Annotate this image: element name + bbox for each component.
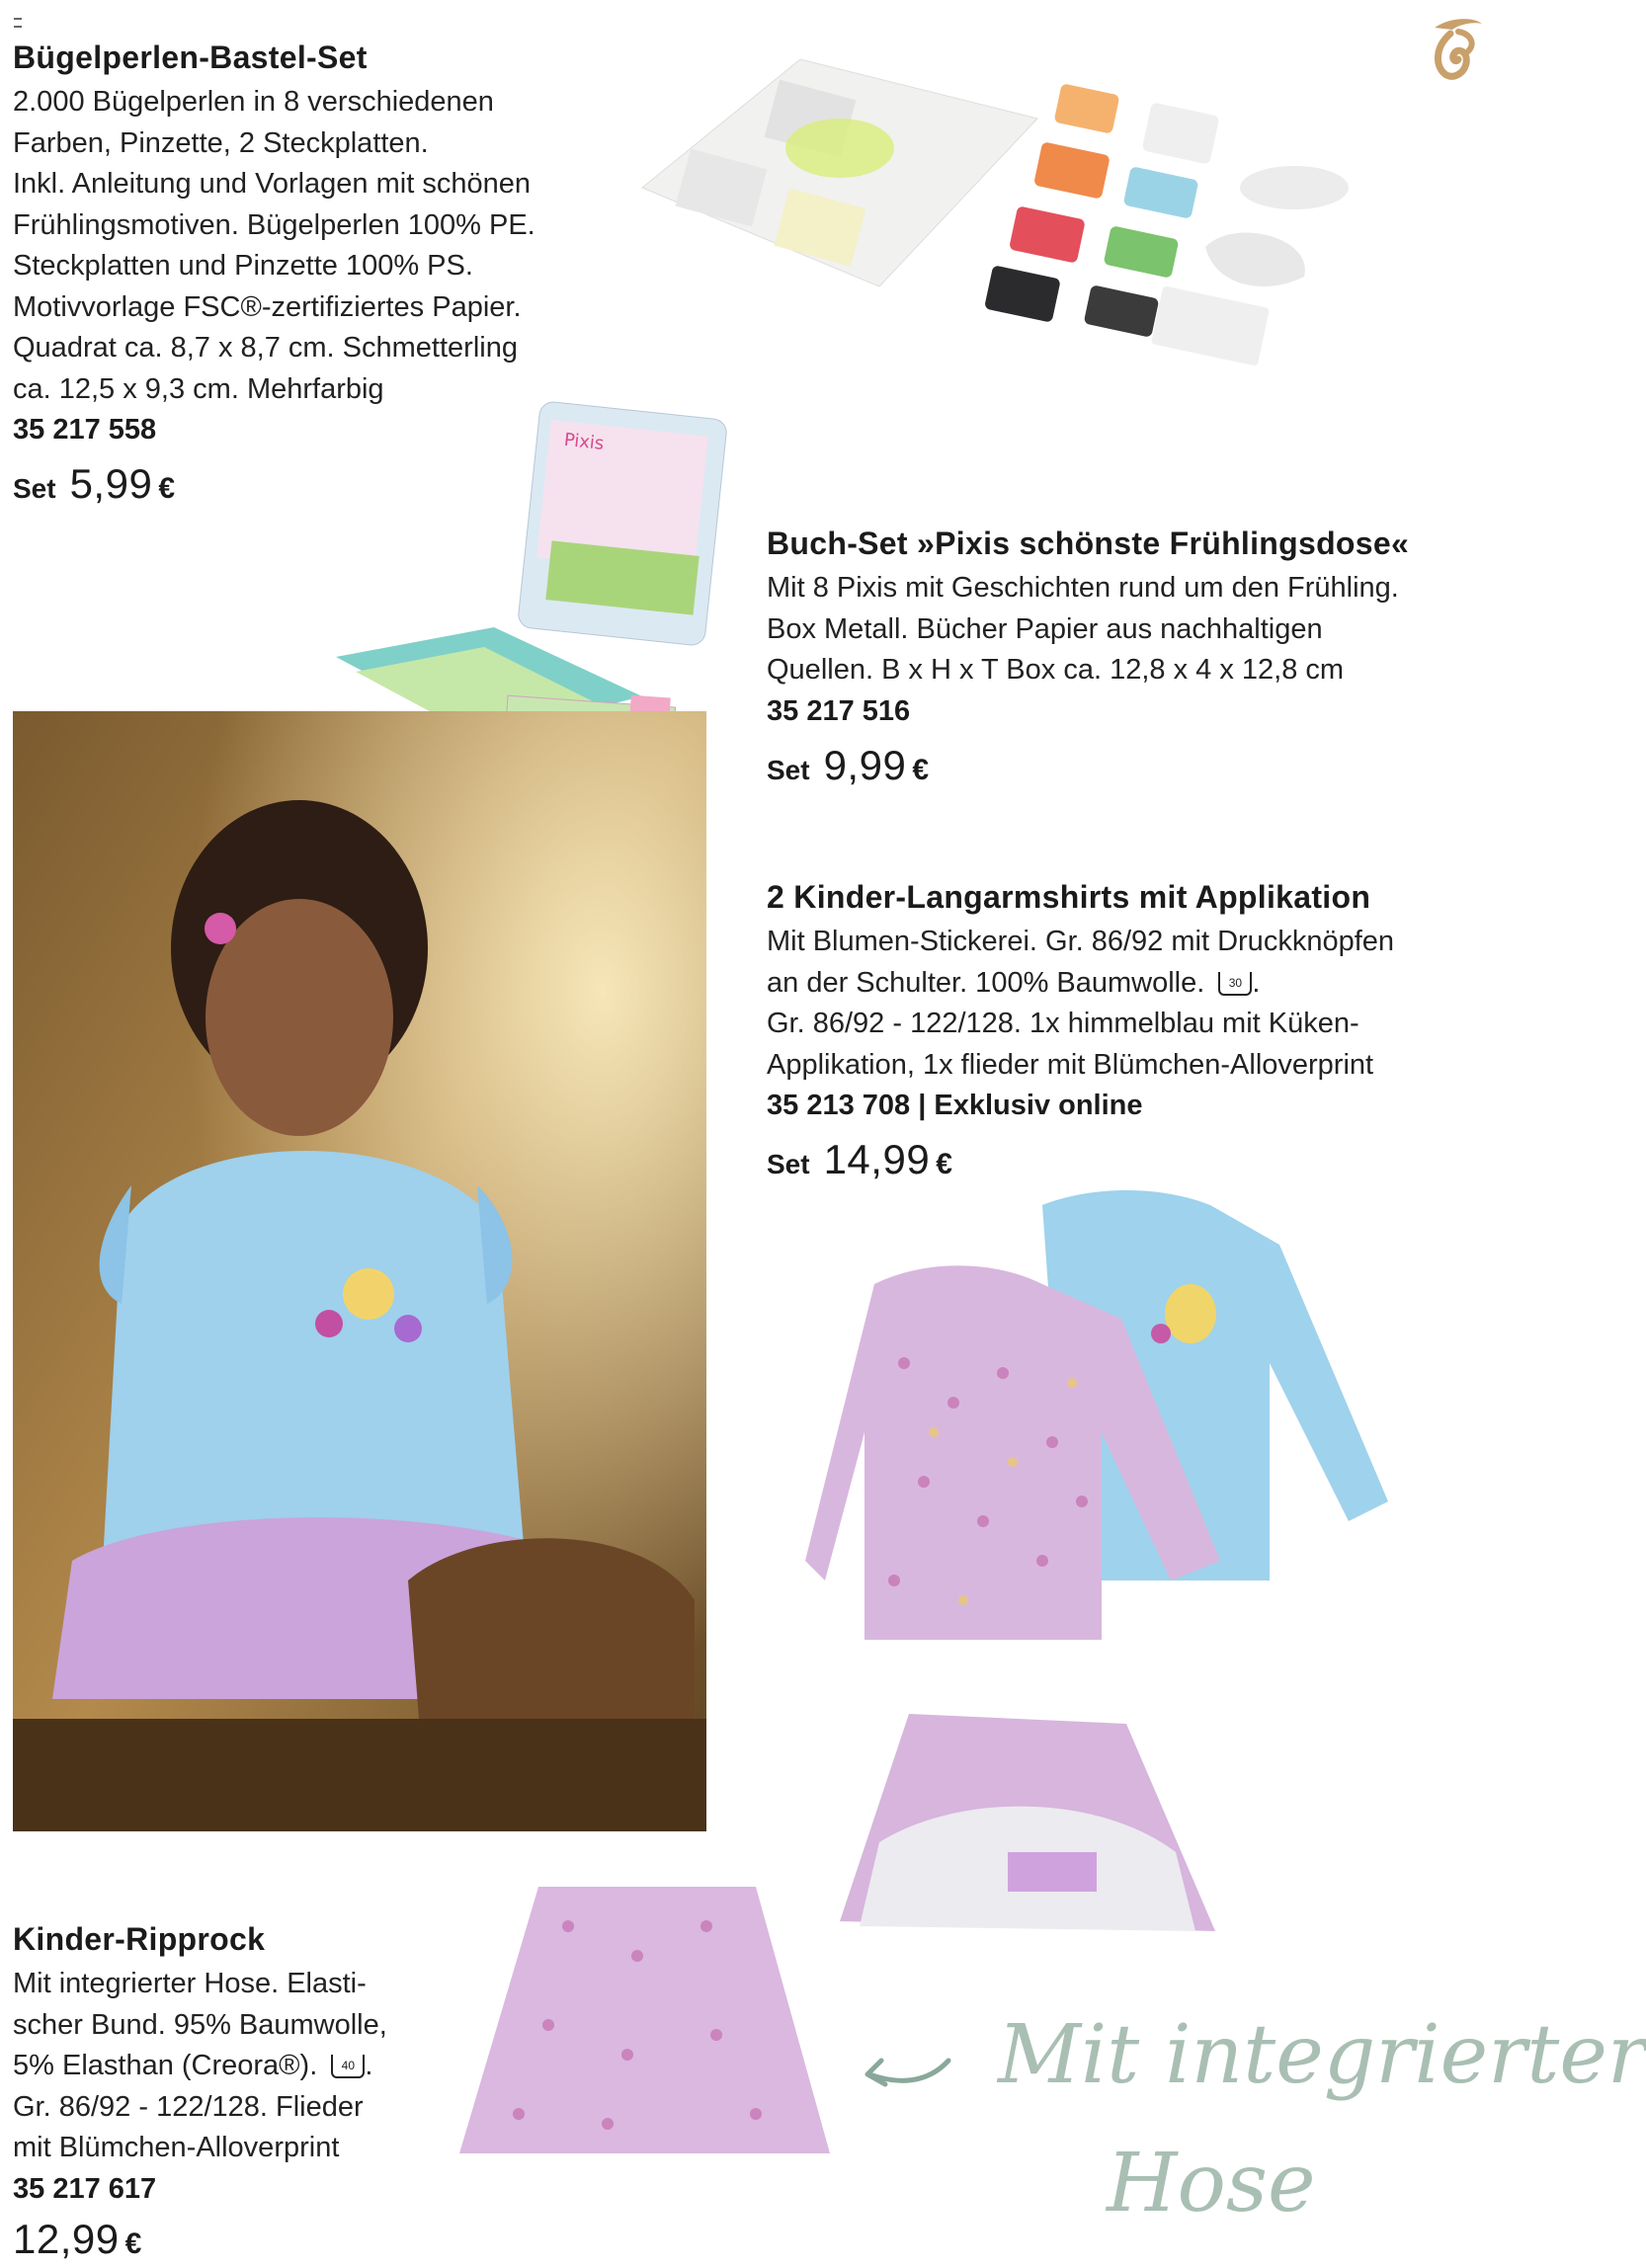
product-desc-line: Quellen. B x H x T Box ca. 12,8 x 4 x 12,8 cm (767, 654, 1345, 686)
product-desc-line: Frühlingsmotiven. Bügelperlen 100% PE. (13, 208, 535, 241)
child-photo (13, 711, 706, 1831)
currency: € (936, 1148, 952, 1180)
product-skirt (13, 1921, 448, 2263)
product-desc-line: Farben, Pinzette, 2 Steckplatten. (13, 126, 429, 159)
product-desc-line: Inkl. Anleitung und Vorlagen mit schönen (13, 168, 531, 200)
price (13, 2216, 448, 2263)
product-desc-text: 5% Elasthan (Creora®). (13, 2050, 318, 2081)
price-value: 14,99 (823, 1136, 931, 1182)
product-desc-line: Gr. 86/92 - 122/128. 1x himmelblau mit Küken- (767, 1008, 1359, 1039)
article-number: 35 217 558 (13, 414, 157, 446)
wash-symbol-icon: 40 (331, 2055, 365, 2078)
product-desc-line: Mit integrierter Hose. Elasti- (13, 1968, 367, 1999)
price-prefix: Set (767, 1149, 810, 1179)
tchibo-coffee-bean-logo-icon (1425, 14, 1488, 79)
product-desc-line: Applikation, 1x flieder mit Blümchen-Alloverprint (767, 1048, 1374, 1081)
skirt-inner-shorts-image (840, 1704, 1215, 1951)
page-marker (14, 18, 22, 28)
product-title: 2 Kinder-Langarmshirts mit Applikation (767, 879, 1371, 915)
currency: € (912, 753, 930, 786)
product-title: Kinder-Ripprock (13, 1921, 266, 1957)
price (767, 1136, 1518, 1183)
article-number: 35 217 516 (767, 694, 911, 727)
currency: € (158, 472, 176, 505)
product-desc-line: Box Metall. Bücher Papier aus nachhaltigen (767, 612, 1323, 645)
price (767, 742, 1518, 789)
product-desc-line: Steckplatten und Pinzette 100% PS. (13, 250, 473, 282)
beads-set-image (622, 49, 1393, 365)
product-desc-line: Gr. 86/92 - 122/128. Flieder (13, 2090, 364, 2123)
shirts-image (805, 1185, 1398, 1650)
product-desc-line: mit Blümchen-Alloverprint (13, 2132, 340, 2163)
product-desc-line: an der Schulter. 100% Baumwolle. 30 . (767, 966, 1261, 999)
product-desc-line: Mit 8 Pixis mit Geschichten rund um den Frühling. (767, 572, 1399, 604)
price-prefix: Set (767, 754, 810, 785)
curved-arrow-left-icon (858, 2047, 956, 2096)
product-desc-line: 5% Elasthan (Creora®). 40 . (13, 2050, 373, 2081)
callout-line-1: Mit integrierter (998, 2008, 1646, 2102)
product-shirts (767, 879, 1518, 1183)
product-desc-line: Quadrat ca. 8,7 x 8,7 cm. Schmetterling (13, 332, 518, 364)
product-book-set (767, 526, 1518, 789)
product-title: Buch-Set »Pixis schönste Frühlingsdose« (767, 526, 1410, 561)
product-desc-text: an der Schulter. 100% Baumwolle. (767, 966, 1205, 999)
product-desc-line: Mit Blumen-Stickerei. Gr. 86/92 mit Druckknöpfen (767, 926, 1395, 957)
floral-skirt-image (459, 1887, 830, 2173)
product-desc-line: ca. 12,5 x 9,3 cm. Mehrfarbig (13, 372, 384, 405)
product-desc-line: scher Bund. 95% Baumwolle, (13, 2008, 387, 2041)
product-title: Bügelperlen-Bastel-Set (13, 40, 368, 75)
callout-line-2: Hose (1107, 2137, 1316, 2230)
product-desc-line: Motivvorlage FSC®-zertifiziertes Papier. (13, 290, 522, 323)
product-desc-line: 2.000 Bügelperlen in 8 verschiedenen (13, 86, 494, 118)
price-value: 9,99 (823, 741, 907, 788)
article-number: 35 217 617 (13, 2172, 157, 2205)
wash-symbol-icon: 30 (1218, 972, 1252, 996)
price-prefix: Set (13, 473, 56, 504)
price-value: 5,99 (69, 460, 153, 507)
currency: € (124, 2227, 142, 2260)
svg-text:Pixis: Pixis (562, 429, 606, 454)
price-value: 12,99 (13, 2215, 120, 2262)
article-number: 35 213 708 | Exklusiv online (767, 1090, 1143, 1121)
